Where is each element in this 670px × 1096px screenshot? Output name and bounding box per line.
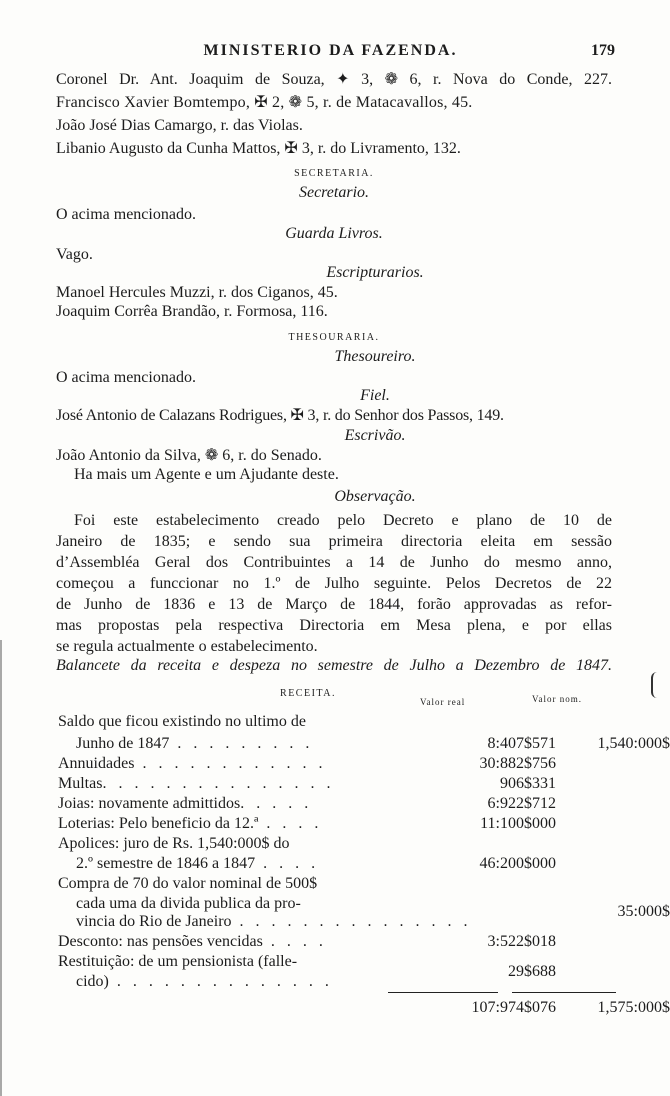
table-row — [58, 794, 628, 813]
table-row — [58, 962, 628, 981]
observation-line: se regula actualmente o estabelecimento. — [56, 638, 318, 655]
row-label: Desconto: nas pensões vencidas . . . . — [58, 933, 327, 950]
real-value: 8:407$571 — [487, 735, 556, 752]
section-heading-secretaria: SECRETARIA. — [294, 168, 374, 179]
person-line: João José Dias Camargo, r. das Violas. — [56, 117, 303, 134]
real-value: 3:522$018 — [487, 933, 556, 950]
nominal-value: 1,540:000$ — [597, 735, 670, 752]
person-line: Coronel Dr. Ant. Joaquim de Souza, ✦ 3, ❁ 6, r. Nova do Conde, 227. — [56, 71, 612, 88]
section-heading-thesouraria: THESOURARIA. — [288, 332, 380, 343]
table-row — [58, 814, 628, 833]
receita-heading: RECEITA. — [280, 688, 336, 699]
column-header-nominal: Valor nom. — [532, 694, 582, 704]
role-holder: O acima mencionado. — [56, 206, 196, 223]
row-label: cido) . . . . . . . . . . . . . . — [76, 973, 333, 990]
role-heading: Secretario. — [298, 184, 370, 201]
role-heading: Guarda Livros. — [285, 225, 383, 242]
page-number: 179 — [591, 42, 615, 59]
role-holder: O acima mencionado. — [56, 369, 196, 386]
nominal-value: 35:000$ — [617, 903, 670, 920]
margin-bracket-mark — [651, 672, 659, 698]
table-row — [58, 854, 628, 873]
role-heading: Escrivão. — [344, 427, 406, 444]
row-label: Multas. . . . . . . . . . . . . . . — [58, 775, 335, 792]
role-holder: Manoel Hercules Muzzi, r. dos Ciganos, 45. — [56, 284, 338, 301]
table-row — [58, 834, 628, 853]
observation-line: d’Assembléa Geral dos Contribuintes a 14 de Junho do mesmo anno, — [56, 554, 612, 571]
row-label: Restituição: de um pensionista (falle- — [58, 953, 298, 970]
row-label: Annuidades . . . . . . . . . . . . — [58, 755, 327, 772]
real-value: 30:882$756 — [479, 755, 556, 772]
column-header-real: Valor real — [420, 697, 466, 707]
table-row — [58, 932, 628, 951]
role-holder: Joaquim Corrêa Brandão, r. Formosa, 116. — [56, 303, 328, 320]
role-holder: João Antonio da Silva, ❁ 6, r. do Senado. — [56, 447, 322, 464]
sum-rule — [388, 992, 498, 993]
table-row — [58, 874, 628, 893]
observation-heading: Observação. — [334, 488, 416, 505]
observation-line: Janeiro de 1835; e sendo sua primeira directoria eleita em sessão — [56, 533, 612, 550]
row-label: Junho de 1847 . . . . . . . . . — [76, 735, 314, 752]
real-value: 906$331 — [500, 775, 556, 792]
person-line: Libanio Augusto da Cunha Mattos, ✠ 3, r. do Livramento, 132. — [56, 140, 461, 157]
real-value: 46:200$000 — [479, 855, 556, 872]
row-label: cada uma da divida publica da pro- — [76, 895, 301, 912]
row-label: Compra de 70 do valor nominal de 500$ — [58, 875, 318, 892]
row-label: Saldo que ficou existindo no ultimo de — [58, 713, 306, 730]
table-row — [58, 754, 628, 773]
note-line: Ha mais um Agente e um Ajudante deste. — [74, 466, 339, 483]
total-nominal: 1,575:000$ — [597, 999, 670, 1016]
role-heading: Escripturarios. — [326, 264, 424, 281]
real-value: 6:922$712 — [487, 795, 556, 812]
page-edge — [0, 640, 6, 1096]
table-row — [58, 774, 628, 793]
observation-line: mas propostas pela respectiva Directoria em Mesa plena, e por ellas — [56, 617, 612, 634]
total-row — [58, 998, 670, 1017]
role-holder: Vago. — [56, 246, 93, 263]
table-row — [58, 902, 670, 921]
total-real: 107:974$076 — [471, 999, 556, 1016]
row-label: vincia do Rio de Janeiro . . . . . . . . . . . . . . . — [76, 913, 472, 930]
observation-line: Foi este estabelecimento creado pelo Decreto e plano de 10 de — [74, 512, 612, 529]
role-holder: José Antonio de Calazans Rodrigues, ✠ 3, r. do Senhor dos Passos, 149. — [56, 407, 504, 424]
row-label: Loterias: Pelo beneficio da 12.ª . . . . — [58, 815, 323, 832]
role-heading: Thesoureiro. — [334, 348, 416, 365]
real-value: 11:100$000 — [480, 815, 556, 832]
running-header: MINISTERIO DA FAZENDA. — [203, 42, 458, 59]
table-row — [58, 712, 628, 731]
sum-rule — [512, 992, 616, 993]
real-value: 29$688 — [508, 963, 556, 980]
balance-title: Balancete da receita e despeza no semestre de Julho a Dezembro de 1847. — [56, 657, 612, 674]
row-label: Apolices: juro de Rs. 1,540:000$ do — [58, 835, 290, 852]
role-heading: Fiel. — [360, 387, 390, 404]
observation-line: começou a funccionar no 1.º de Julho seguinte. Pelos Decretos de 22 — [56, 575, 612, 592]
table-row — [58, 734, 670, 753]
row-label: 2.º semestre de 1846 a 1847 . . . . — [76, 855, 320, 872]
row-label: Joias: novamente admittidos. . . . . — [58, 795, 313, 812]
observation-line: de Junho de 1836 e 13 de Março de 1844, forão approvadas as refor- — [56, 596, 612, 613]
person-line: Francisco Xavier Bomtempo, ✠ 2, ❁ 5, r. de Matacavallos, 45. — [56, 94, 473, 111]
